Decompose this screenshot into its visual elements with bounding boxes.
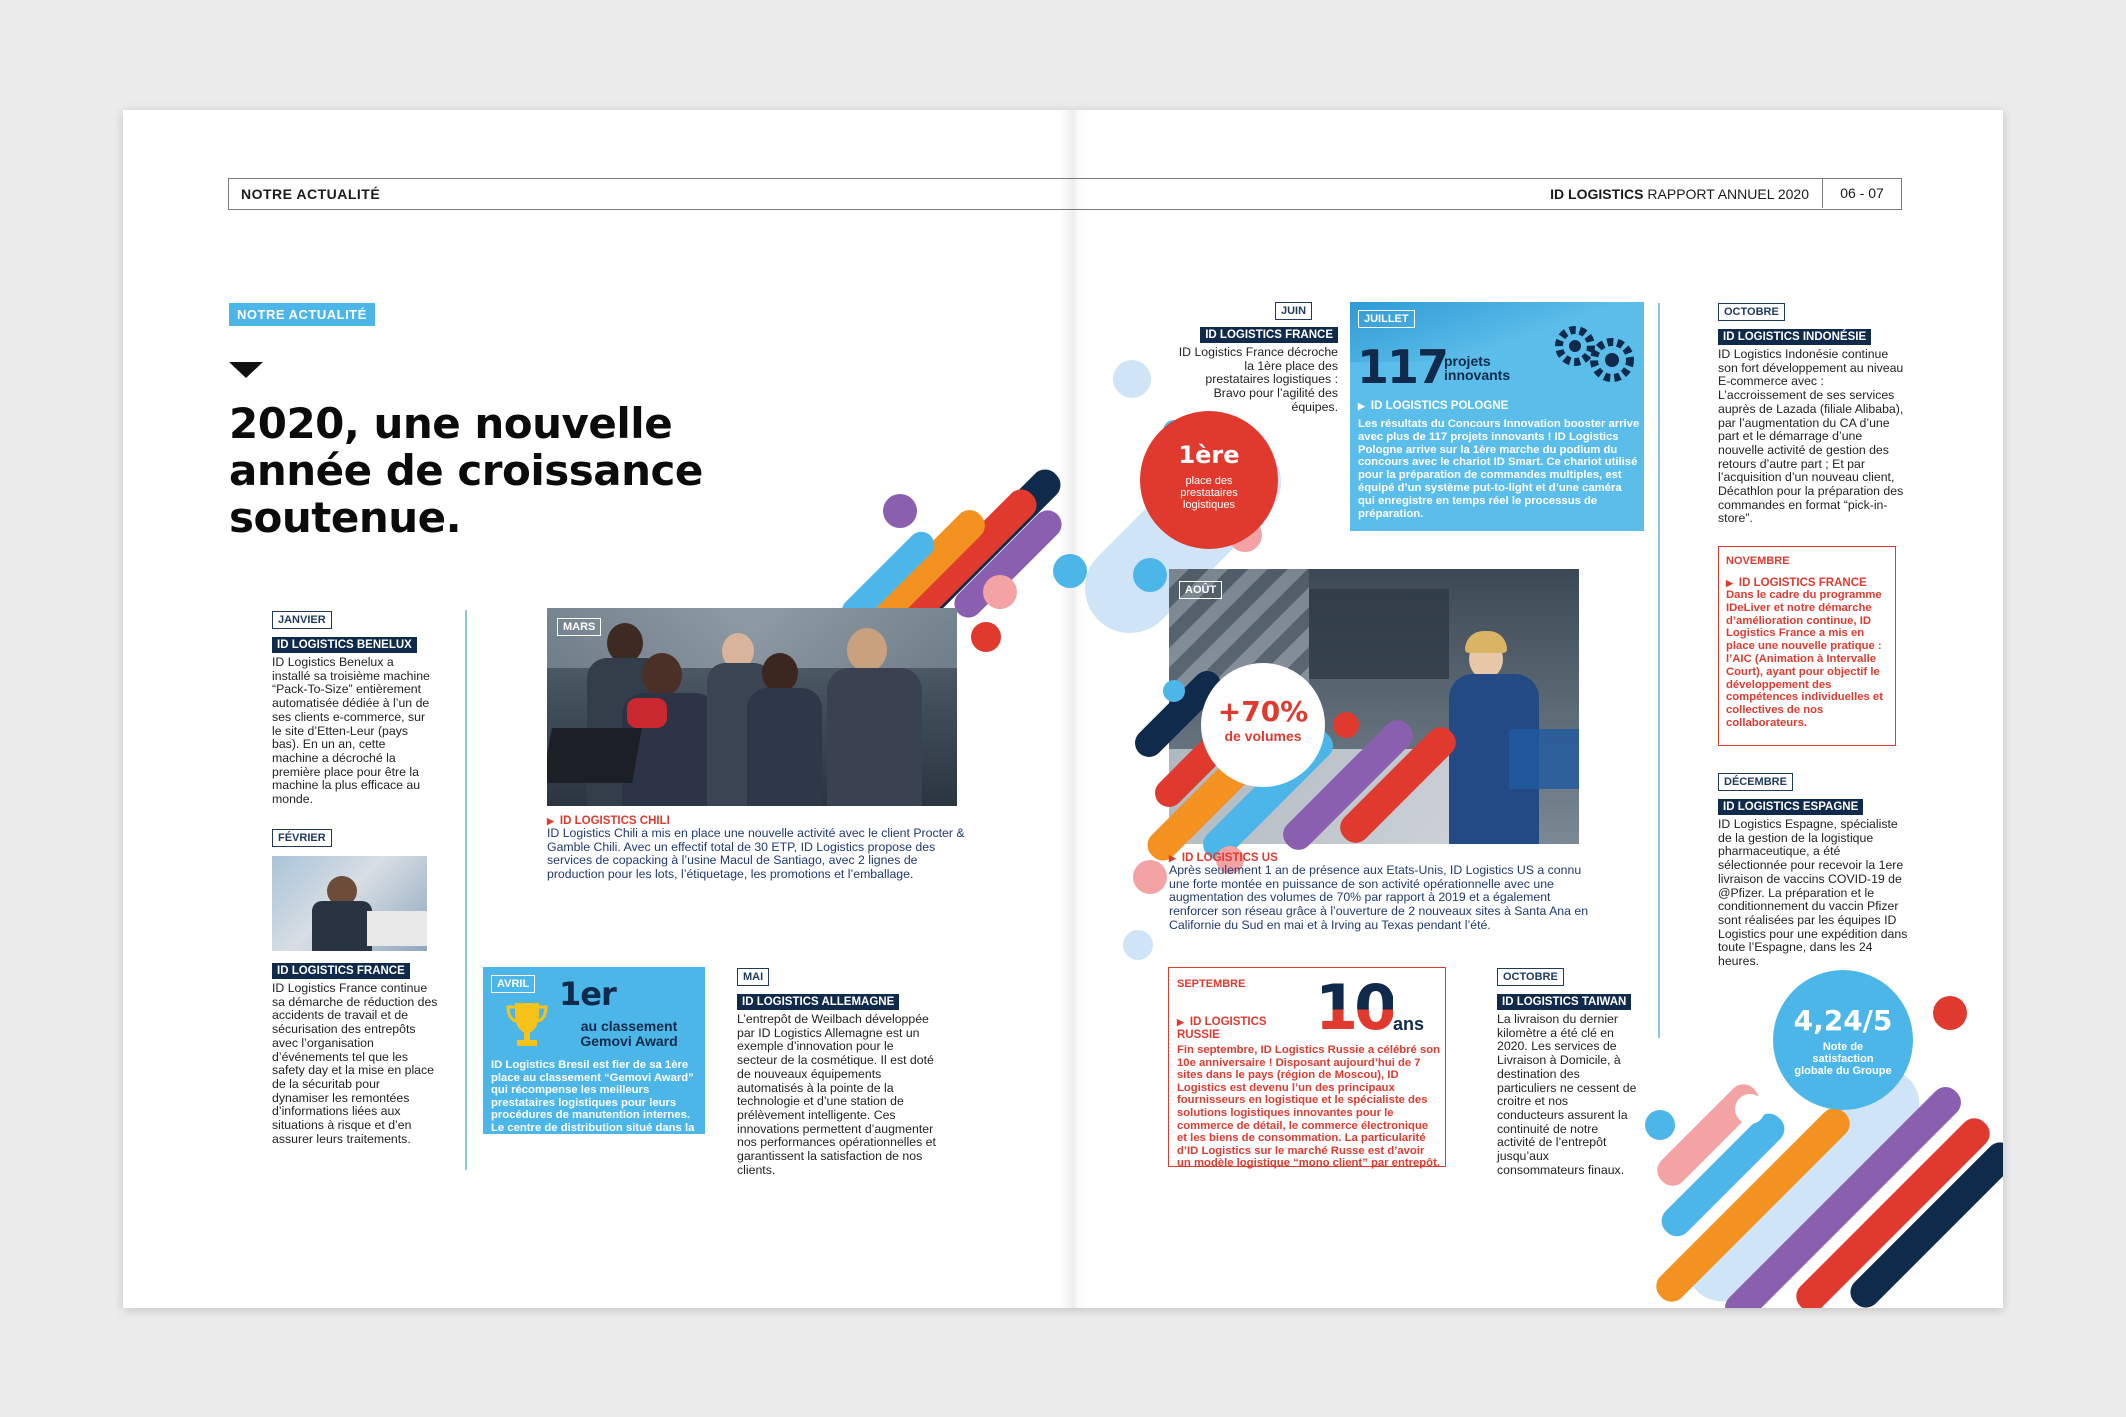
month-label: FÉVRIER	[272, 829, 332, 847]
entity-label: ID LOGISTICS FRANCE	[1200, 327, 1338, 343]
event-mai	[737, 967, 937, 1177]
month-label: OCTOBRE	[1497, 968, 1564, 986]
running-header	[228, 178, 1902, 210]
event-text: ID Logistics Chili a mis en place une nouvelle activité avec le client Procter & Gamble Chili. Avec un effectif total de 30 ETP, ID Logistics propose des services de copacking à l’usine Macul de Santiago, avec 2 lignes de production pour les lots, l’étiquetage, les promotions et l’emballage.	[547, 826, 965, 882]
entity-label: ▶ ID LOGISTICS FRANCE	[1726, 577, 1888, 589]
entity-label: ▶ ID LOGISTICS POLOGNE	[1358, 400, 1508, 412]
event-text: L’entrepôt de Weilbach développée par ID Logistics Allemagne est un exemple d’innovation pour le secteur de la cosmétique. Il est doté de nouveaux équipements automatisés à la pointe de la technologie et d’une station de prélèvement intelligente. Ces innovations permettent d’augmenter nos performances opérationnelles et garantissent la satisfaction de nos clients.	[737, 1012, 936, 1177]
event-aout	[1169, 852, 1589, 933]
month-label: JUILLET	[1358, 310, 1415, 328]
gear-icon	[1550, 316, 1640, 386]
septembre-big-sub: ans	[1393, 1014, 1425, 1034]
header-report-label: RAPPORT ANNUEL 2020	[1643, 186, 1809, 202]
header-brand: ID LOGISTICS	[1550, 186, 1644, 202]
aout-badge-sub: de volumes	[1224, 728, 1302, 744]
satisfaction-badge	[1773, 970, 1913, 1110]
entity-label: ID LOGISTICS BENELUX	[272, 637, 417, 653]
brochure-spread	[123, 110, 2003, 1308]
event-avril	[483, 967, 705, 1160]
event-janvier	[272, 610, 432, 807]
entity-label: ID LOGISTICS ALLEMAGNE	[737, 994, 899, 1010]
event-text: ID Logistics France continue sa démarche de réduction des accidents de travail et de sécurisation des entrepôts avec l’organisation d’événements tel que les safety day et la mise en place de la sécuritab pour dynamiser les remontées d’informations liées aux situations à risque et d’en assurer leurs traitements.	[272, 981, 438, 1146]
event-mars	[547, 815, 967, 882]
title-line-2: année de croissance	[229, 446, 703, 495]
month-label: DÉCEMBRE	[1718, 773, 1793, 791]
decorative-dot	[1333, 712, 1359, 738]
event-octobre-taiwan	[1497, 967, 1637, 1177]
photo-fevrier	[272, 856, 427, 951]
entity-label: ID LOGISTICS INDONÉSIE	[1718, 329, 1871, 345]
month-label: OCTOBRE	[1718, 303, 1785, 321]
month-label: MAI	[737, 968, 769, 986]
juillet-big-sub: projets innovants	[1444, 353, 1511, 383]
event-text: ID Logistics Indonésie continue son fort développement au niveau E-commerce avec : L’accroissement de ses services auprès de Lazada (filiale Alibaba), par l’augmentation du CA d’une part et le démarrage d’une nouvelle activité de gestion des retours d’autre part ; Et par l’acquisition d’un nouveau client, Décathlon pour la préparation des commandes en format “pick-in-store”.	[1718, 347, 1904, 526]
month-label: SEPTEMBRE	[1177, 978, 1246, 990]
event-fevrier	[272, 828, 440, 1146]
section-tag: NOTRE ACTUALITÉ	[229, 303, 375, 326]
event-octobre-indonesie	[1718, 302, 1908, 526]
month-label: JUIN	[1275, 302, 1312, 320]
header-page-numbers: 06 - 07	[1822, 179, 1901, 208]
entity-label: ▶ ID LOGISTICS US	[1169, 852, 1589, 864]
page-fold	[1060, 110, 1090, 1308]
event-septembre	[1168, 967, 1446, 1170]
event-decembre	[1718, 772, 1908, 969]
entity-label: ▶ ID LOGISTICS CHILI	[547, 815, 967, 827]
trophy-icon	[505, 999, 549, 1049]
event-text: Fin septembre, ID Logistics Russie a célébré son 10e anniversaire ! Disposant aujourd’hui de 7 sites dans le pays (région de Moscou), ID Logistics est devenu l’un des principaux fournisseurs en logistique et le spécialiste des solutions logistiques innovantes pour le commerce de détail, le commerce électronique et les biens de consommation. La particularité d’ID Logistics sur le marché Russe est d’avoir un modèle logistique “mono client” par entrepôt.	[1177, 1044, 1441, 1170]
event-juin	[1178, 325, 1338, 415]
entity-label: ▶ ID LOGISTICS RUSSIE	[1177, 1016, 1287, 1042]
divider-line	[1658, 303, 1660, 1038]
event-juillet	[1350, 302, 1644, 531]
septembre-big: 10	[1315, 971, 1394, 1044]
event-text: ID Logistics Espagne, spécialiste de la gestion de la logistique pharmaceutique, a été sélectionnée pour recevoir la 1ere livraison de vaccins COVID-19 de @Pfizer. La préparation et le conditionnement du vaccin Pfizer sont réalisées par les équipes ID Logistics pour une expédition dans toute l’Espagne, dans les 24 heures.	[1718, 817, 1908, 969]
event-text: Les résultats du Concours Innovation booster arrive avec plus de 117 projets innovants ! ID Logistics Pologne arrive sur la 1ère marche du podium du concours avec le chariot ID Smart. Ce chariot utilisé pour la préparation de commandes multiples, est équipé d’un système put-to-light et d’une caméra qui enregistre en temps réel le processus de préparation.	[1358, 418, 1640, 520]
header-report	[1550, 186, 1809, 202]
event-text: ID Logistics Benelux a installé sa troisième machine “Pack-To-Size” entièrement automatisée dédiée à l’un de ses clients e-commerce, sur le site d’Etten-Leur (pays bas). En un an, cette machine a décroché la première place pour être la machine la plus efficace au monde.	[272, 655, 430, 807]
month-label: NOVEMBRE	[1726, 555, 1790, 567]
satisfaction-badge-sub: Note de satisfaction globale du Groupe	[1794, 1041, 1892, 1077]
entity-label: ID LOGISTICS ESPAGNE	[1718, 799, 1863, 815]
month-label: AOÛT	[1179, 581, 1222, 599]
event-text: La livraison du dernier kilomètre a été clé en 2020. Les services de Livraison à Domicile, à destination des particuliers ne cessent de croitre et nos conducteurs assurent la continuité de notre activité de l’entrepôt jusqu’aux consommateurs finaux.	[1497, 1012, 1637, 1177]
event-text: ID Logistics Bresil est fier de sa 1ère place au classement “Gemovi Award” qui récompense les meilleurs prestataires logistiques pour leurs procédures de manutention internes. Le centre de distribution situé dans la ville de Juatuba, Minas Gerais a été mis à l’honneur.	[491, 1059, 695, 1160]
event-text: Après seulement 1 an de présence aux Etats-Unis, ID Logistics US a connu une forte montée en puissance de son activité opérationnelle avec une augmentation des volumes de 70% par rapport à 2019 et a également renforcer son réseau grâce à l’ouverture de 2 nouveaux sites à Santa Ana en Californie du Sud en mai et à Irving au Texas pendant l’été.	[1169, 863, 1589, 932]
page-title	[229, 400, 789, 541]
avril-sub: au classement Gemovi Award	[580, 1018, 678, 1049]
month-label: MARS	[557, 618, 601, 636]
title-line-3: soutenue.	[229, 493, 462, 542]
juillet-big: 117	[1357, 340, 1448, 394]
header-section: NOTRE ACTUALITÉ	[241, 186, 381, 202]
event-text: Dans le cadre du programme IDeLiver et notre démarche d’amélioration continue, ID Logistics France a mis en place une nouvelle pratique : l’AIC (Animation à Intervalle Court), ayant pour objectif le développement des compétences individuelles et collectives de nos collaborateurs.	[1726, 589, 1883, 729]
chevron-down-icon	[229, 362, 263, 382]
juin-badge-sub: place des prestataires logistiques	[1180, 475, 1238, 511]
aout-badge	[1201, 663, 1325, 787]
juin-badge	[1140, 411, 1278, 549]
photo-mars	[547, 608, 957, 806]
divider-line	[465, 610, 467, 1170]
entity-label: ID LOGISTICS FRANCE	[272, 963, 410, 979]
month-label: JANVIER	[272, 611, 332, 629]
juin-month-wrap	[1275, 301, 1312, 320]
title-line-1: 2020, une nouvelle	[229, 399, 673, 448]
aout-badge-big: +70%	[1217, 695, 1309, 728]
month-label: AVRIL	[491, 975, 535, 993]
entity-label: ID LOGISTICS TAIWAN	[1497, 994, 1631, 1010]
juin-badge-big: 1ère	[1178, 441, 1240, 469]
avril-big: 1er	[559, 975, 616, 1013]
event-novembre	[1718, 546, 1896, 746]
satisfaction-badge-big: 4,24/5	[1793, 1004, 1893, 1037]
event-text: ID Logistics France décroche la 1ère place des prestataires logistiques : Bravo pour l’agilité des équipes.	[1178, 345, 1338, 414]
